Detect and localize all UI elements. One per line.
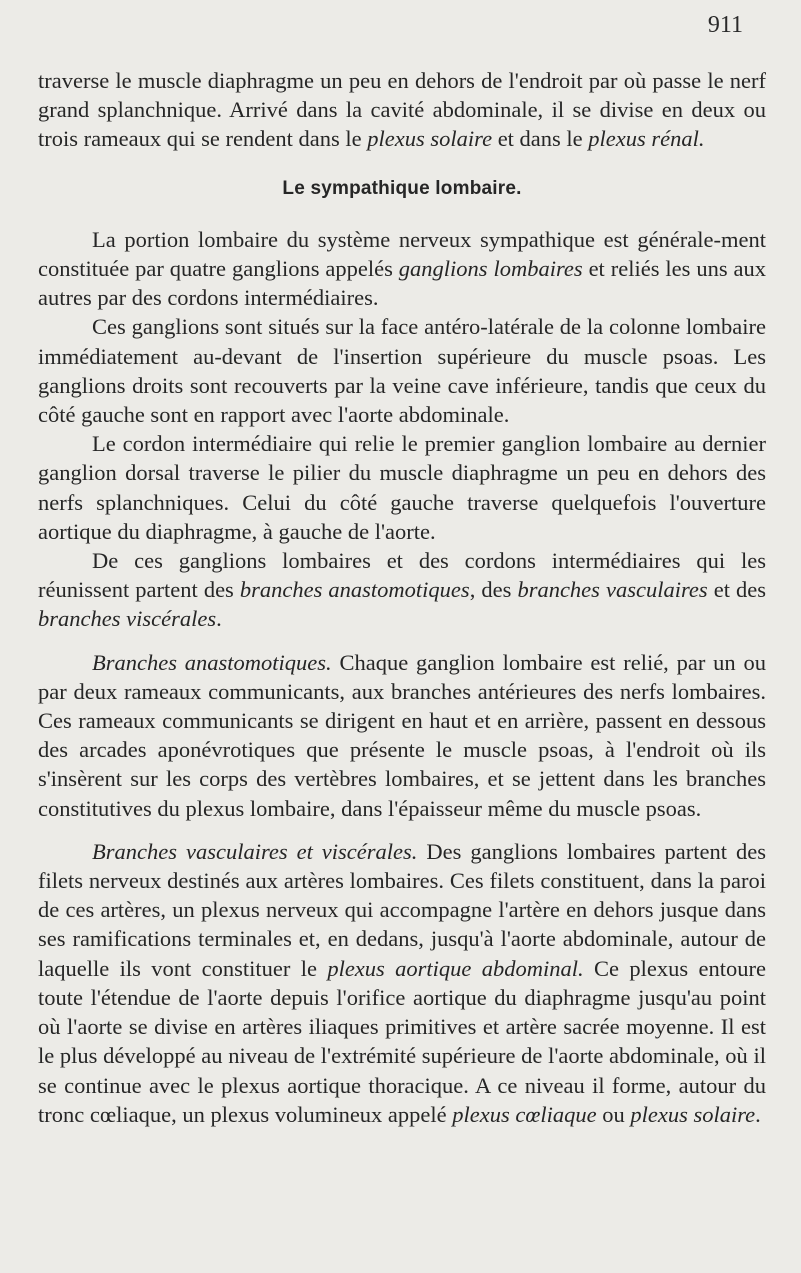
- italic-term: plexus rénal.: [588, 126, 705, 152]
- text-run: De ces ganglions lombaires et des cordons intermédiaires qui les réunissent partent des: [38, 548, 766, 603]
- text-run: , des: [469, 577, 518, 603]
- italic-term: plexus cœliaque: [452, 1101, 597, 1127]
- italic-term: branches anastomotiques: [239, 577, 470, 603]
- italic-subheading: Branches anastomotiques.: [92, 649, 332, 675]
- paragraph: [38, 648, 766, 823]
- paragraph: Ces ganglions sont situés sur la face antéro-latérale de la colonne lombaire immédiatement au-devant de l'insertion supérieure du muscle psoas. Les ganglions droits sont recouverts par la veine cave inférieure, tandis que ceux du côté gauche sont en rapport avec l'aorte abdominale.: [38, 314, 766, 428]
- section-heading: Le sympathique lombaire.: [282, 177, 522, 199]
- text-run: Chaque ganglion lombaire est relié, par un ou par deux rameaux communicants, aux branches antérieures des nerfs lombaires. Ces rameaux communicants se dirigent en haut et en arrière, passent en dessous des arcades aponévrotiques que présente le muscle psoas, à l'endroit où ils s'insèrent sur les corps des vertèbres lombaires, et se jettent dans les branches constitutives du plexus lombaire, dans l'épaisseur même du muscle psoas.: [38, 649, 766, 821]
- text-run: Des ganglions lombaires partent des filets nerveux destinés aux artères lombaires. Ces filets constituent, dans la paroi de ces artères, un plexus nerveux qui accompagne l'artère en dehors jusque dans ses ramifications terminales et, en dedans, jusqu'à l'aorte abdominale, autour de laquelle ils vont constituer le: [38, 838, 766, 981]
- italic-term: ganglions lombaires: [398, 256, 583, 282]
- page-number: 911: [707, 12, 743, 38]
- paragraph: Le cordon intermédiaire qui relie le premier ganglion lombaire au dernier ganglion dorsal traverse le pilier du muscle diaphragme un peu en dehors des nerfs splanchniques. Celui du côté gauche traverse quelquefois l'ouverture aortique du diaphragme, à gauche de l'aorte.: [38, 431, 766, 544]
- paragraph: [38, 546, 766, 634]
- italic-term: plexus aortique abdominal.: [327, 955, 584, 981]
- paragraph: [38, 225, 766, 313]
- italic-term: branches viscérales: [38, 606, 217, 632]
- body-text: [38, 66, 766, 1129]
- italic-term: plexus solaire: [630, 1101, 756, 1127]
- text-run: ou: [596, 1101, 631, 1127]
- text-run: .: [216, 606, 222, 632]
- text-run: traverse le muscle diaphragme un peu en dehors de l'endroit par où passe le nerf grand splanchnique. Arrivé dans la cavité abdominale, il se divise en deux ou trois rameaux qui se rendent dans le: [38, 68, 766, 152]
- text-run: .: [755, 1101, 761, 1127]
- text-run: et dans le: [492, 126, 589, 152]
- italic-subheading: Branches vasculaires et viscérales.: [92, 838, 418, 864]
- paragraph-continuation: [38, 66, 766, 154]
- text-run: Ce plexus entoure toute l'étendue de l'aorte depuis l'orifice aortique du diaphragme jusqu'au point où l'aorte se divise en artères iliaques primitives et artère sacrée moyenne. Il est le plus développé au niveau de l'extrémité supérieure de l'aorte abdominale, où il se continue avec le plexus aortique thoracique. A ce niveau il forme, autour du tronc cœliaque, un plexus volumineux appelé: [38, 955, 766, 1127]
- text-run: et des: [707, 577, 766, 603]
- text-run: La portion lombaire du système nerveux sympathique est générale-ment constituée par quatre ganglions appelés: [38, 226, 766, 282]
- text-run: et reliés les uns aux autres par des cordons intermédiaires.: [38, 256, 766, 311]
- italic-term: branches vasculaires: [517, 577, 708, 603]
- paragraph: [38, 837, 766, 1129]
- italic-term: plexus solaire: [367, 126, 493, 152]
